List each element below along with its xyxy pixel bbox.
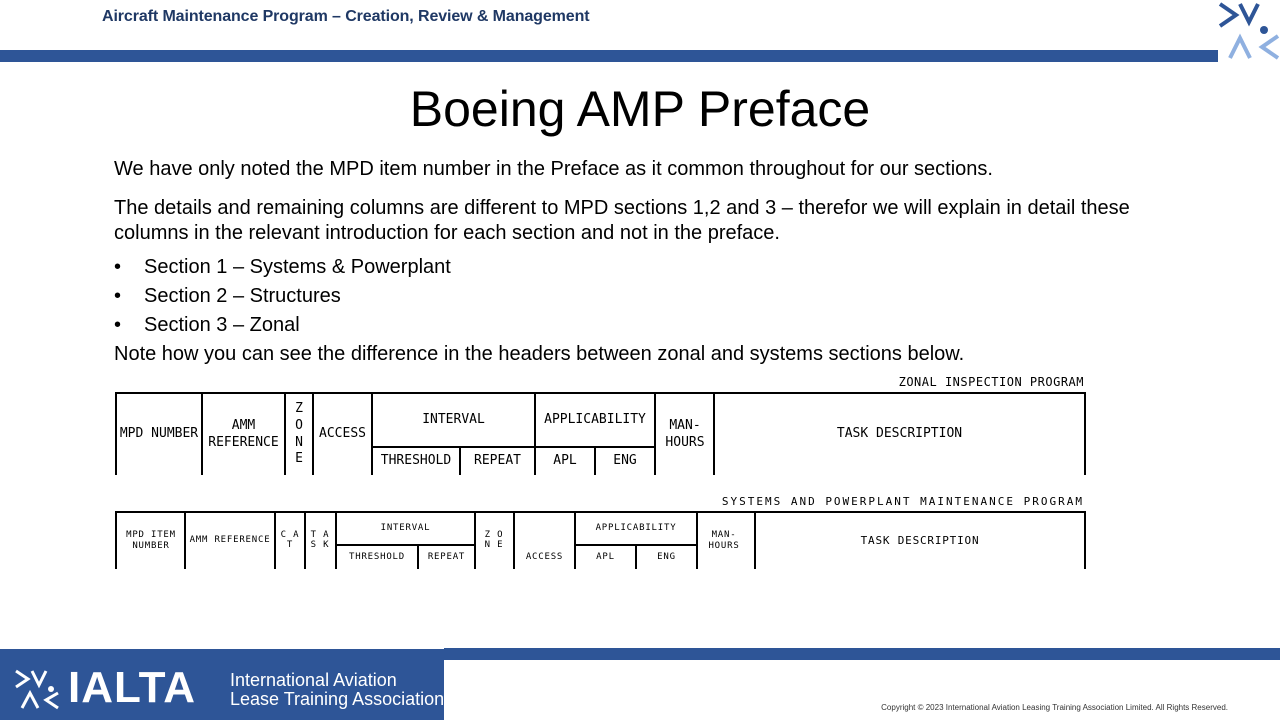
section-label: Section 1 – Systems & Powerplant xyxy=(144,256,451,278)
footer-divider-bar xyxy=(444,648,1280,660)
col-zone: Z O N E xyxy=(295,400,303,467)
col-repeat: REPEAT xyxy=(427,551,466,562)
section-list xyxy=(114,255,451,342)
systems-header-table xyxy=(115,511,1086,569)
col-man-hours: MAN- HOURS xyxy=(665,418,705,450)
ialta-mark-icon xyxy=(1218,0,1280,62)
zonal-program-label: ZONAL INSPECTION PROGRAM xyxy=(898,375,1084,389)
slide-title: Boeing AMP Preface xyxy=(409,81,871,137)
list-item xyxy=(114,313,451,342)
section-label: Section 3 – Zonal xyxy=(144,314,300,336)
footer-brand-name: IALTA xyxy=(68,663,196,712)
paragraph-columns: The details and remaining columns are different to MPD sections 1,2 and 3 – therefor we will explain in detail these columns in the relevant introduction for each section and not in the preface. xyxy=(114,197,1130,244)
systems-program-label: SYSTEMS AND POWERPLANT MAINTENANCE PROGRAM xyxy=(721,495,1084,508)
col-zone: Z O N E xyxy=(484,530,504,550)
ialta-mark-icon xyxy=(14,668,60,710)
col-eng: ENG xyxy=(613,453,637,469)
list-item xyxy=(114,284,451,313)
col-cat: C A T xyxy=(280,530,300,550)
header-divider-bar xyxy=(0,50,1218,62)
org-line-1: International Aviation xyxy=(230,670,397,690)
col-task-description: TASK DESCRIPTION xyxy=(860,534,980,548)
col-mpd-number: MPD NUMBER xyxy=(119,426,199,442)
col-access: ACCESS xyxy=(525,551,564,562)
footer-org-name xyxy=(230,671,444,709)
col-amm-reference: AMM REFERENCE xyxy=(189,535,271,546)
header-title: Aircraft Maintenance Program – Creation, Review & Management xyxy=(102,8,590,25)
col-amm-reference: AMM REFERENCE xyxy=(208,418,279,450)
col-mpd-item-number: MPD ITEM NUMBER xyxy=(126,529,176,551)
col-applicability: APPLICABILITY xyxy=(544,411,646,427)
org-line-2: Lease Training Association xyxy=(230,689,445,709)
list-item xyxy=(114,255,451,284)
bullet-icon: • xyxy=(114,285,122,307)
col-task: T A S K xyxy=(310,530,330,550)
section-label: Section 2 – Structures xyxy=(144,285,341,307)
bullet-icon: • xyxy=(114,314,122,336)
col-apl: APL xyxy=(553,453,577,469)
col-threshold: THRESHOLD xyxy=(380,453,452,469)
col-applicability: APPLICABILITY xyxy=(595,522,677,533)
col-interval: INTERVAL xyxy=(380,522,431,533)
col-access: ACCESS xyxy=(319,426,366,442)
col-apl: APL xyxy=(596,551,615,562)
zonal-header-table xyxy=(115,392,1086,475)
col-threshold: THRESHOLD xyxy=(349,551,405,562)
paragraph-header-note: Note how you can see the difference in the headers between zonal and systems sections below. xyxy=(114,343,965,365)
paragraph-mpd-item: We have only noted the MPD item number in the Preface as it common throughout for our sections. xyxy=(114,158,993,180)
col-man-hours: MAN- HOURS xyxy=(708,529,740,551)
col-interval: INTERVAL xyxy=(422,411,485,427)
col-repeat: REPEAT xyxy=(474,453,521,469)
copyright-notice: Copyright © 2023 International Aviation Leasing Training Association Limited. All Rights Reserved. xyxy=(881,703,1228,712)
col-task-description: TASK DESCRIPTION xyxy=(836,426,963,442)
col-eng: ENG xyxy=(657,551,676,562)
bullet-icon: • xyxy=(114,256,122,278)
